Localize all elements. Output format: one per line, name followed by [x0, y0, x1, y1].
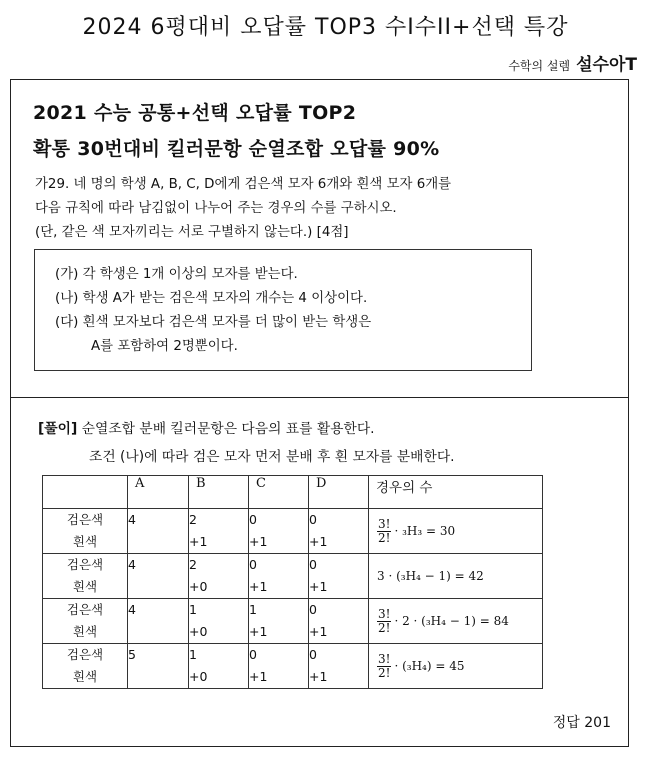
table-header-cell — [43, 476, 128, 509]
cell-c: 1 +1 — [249, 599, 309, 644]
solution-line-1 — [38, 417, 375, 437]
cell-c: 0 +1 — [249, 509, 309, 554]
case-count-formula: 3 · (₃H₄ − 1) = 42 — [369, 554, 543, 599]
row-label: 검은색 흰색 — [43, 554, 128, 599]
table-row — [43, 599, 543, 644]
cell-c: 0 +1 — [249, 644, 309, 689]
fraction: $\frac{3!}{2!}$ — [378, 516, 391, 545]
solution-text-1: 순열조합 분배 킬러문항은 다음의 표를 활용한다. — [81, 421, 375, 437]
fraction: $\frac{3!}{2!}$ — [378, 606, 391, 635]
cell-d: 0 +1 — [309, 509, 369, 554]
table-header-cell: A — [128, 476, 189, 509]
problem-line: 다음 규칙에 따라 남김없이 나누어 주는 경우의 수를 구하시오. — [35, 201, 397, 216]
problem-text — [35, 173, 451, 245]
cell-a: 5 — [128, 644, 189, 689]
cell-a: 4 — [128, 599, 189, 644]
table-row — [43, 554, 543, 599]
section-divider — [10, 397, 629, 398]
solution-label: [풀이] — [38, 421, 78, 437]
case-count-formula: $\frac{3!}{2!}$ · ₃H₃ = 30 — [369, 509, 543, 554]
table-header-cell: B — [189, 476, 249, 509]
problem-heading-1: 2021 수능 공통+선택 오답률 TOP2 — [33, 102, 357, 124]
table-header-cell: 경우의 수 — [369, 476, 543, 509]
row-label: 검은색 흰색 — [43, 509, 128, 554]
case-count-formula: $\frac{3!}{2!}$ · (₃H₄) = 45 — [369, 644, 543, 689]
table-row — [43, 509, 543, 554]
condition-ga: (가) 각 학생은 1개 이상의 모자를 받는다. — [55, 267, 298, 282]
problem-heading-2: 확통 30번대비 킬러문항 순열조합 오답률 90% — [33, 138, 440, 160]
cell-b: 1 +0 — [189, 599, 249, 644]
case-count-formula: $\frac{3!}{2!}$ · 2 · (₃H₄ − 1) = 84 — [369, 599, 543, 644]
problem-line: (단, 같은 색 모자끼리는 서로 구별하지 않는다.) [4점] — [35, 225, 349, 240]
condition-na: (나) 학생 A가 받는 검은색 모자의 개수는 4 이상이다. — [55, 291, 368, 306]
fraction: $\frac{3!}{2!}$ — [378, 651, 391, 680]
table-header-cell: D — [309, 476, 369, 509]
distribution-table — [42, 475, 543, 689]
brand — [508, 50, 637, 75]
condition-da: (다) 흰색 모자보다 검은색 모자를 더 많이 받는 학생은 — [55, 315, 372, 330]
cell-d: 0 +1 — [309, 644, 369, 689]
row-label: 검은색 흰색 — [43, 644, 128, 689]
cell-b: 1 +0 — [189, 644, 249, 689]
cell-a: 4 — [128, 554, 189, 599]
brand-logo-text: 설수아T — [576, 55, 637, 75]
answer-text: 정답 201 — [552, 715, 611, 731]
cell-a: 4 — [128, 509, 189, 554]
condition-da-cont: A를 포함하여 2명뿐이다. — [91, 339, 238, 354]
solution-line-2: 조건 (나)에 따라 검은 모자 먼저 분배 후 흰 모자를 분배한다. — [89, 449, 455, 465]
cell-c: 0 +1 — [249, 554, 309, 599]
problem-line: 가29. 네 명의 학생 A, B, C, D에게 검은색 모자 6개와 흰색 모자 6개를 — [35, 177, 452, 192]
brand-tagline: 수학의 설렘 — [508, 59, 571, 73]
table-header-cell: C — [249, 476, 309, 509]
row-label: 검은색 흰색 — [43, 599, 128, 644]
cell-b: 2 +0 — [189, 554, 249, 599]
page-title: 2024 6평대비 오답률 TOP3 수I수II+선택 특강 — [82, 15, 569, 40]
table-header-row — [43, 476, 543, 509]
table-row — [43, 644, 543, 689]
cell-d: 0 +1 — [309, 554, 369, 599]
conditions-box — [34, 249, 532, 371]
cell-d: 0 +1 — [309, 599, 369, 644]
cell-b: 2 +1 — [189, 509, 249, 554]
